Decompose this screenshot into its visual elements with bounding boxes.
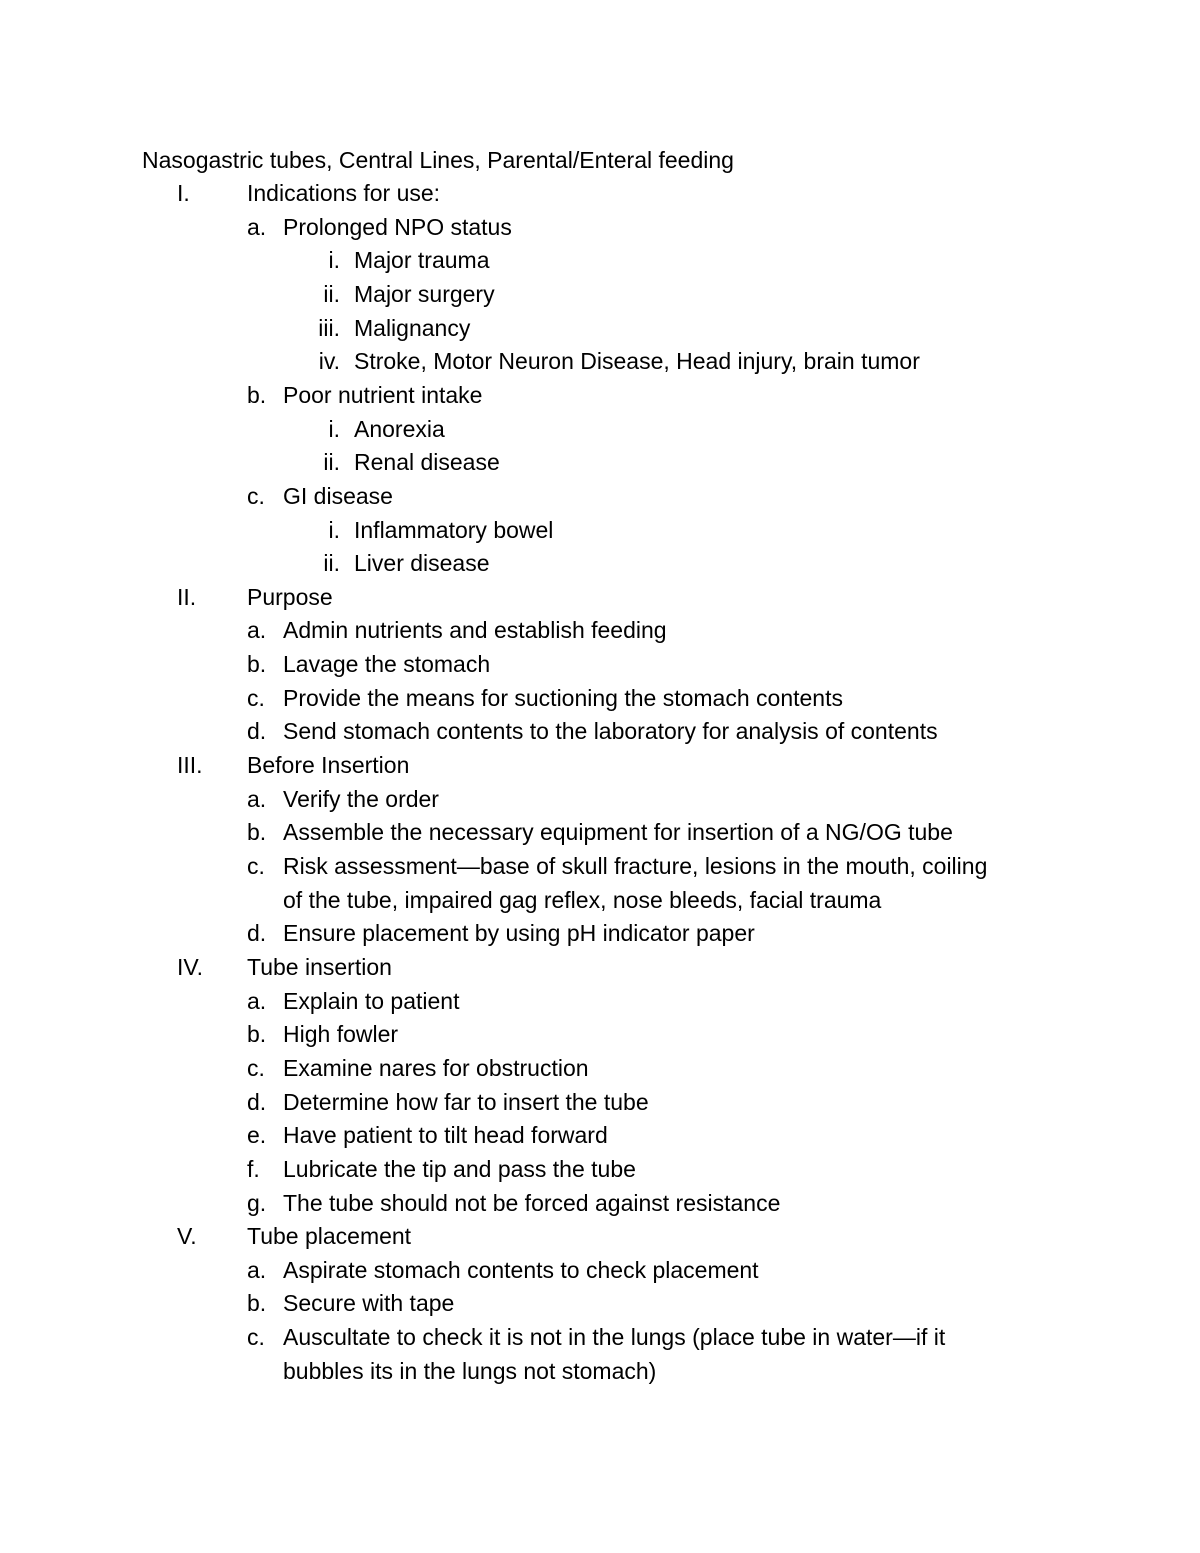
- item-text: Aspirate stomach contents to check placement: [283, 1256, 759, 1283]
- outline-item-line: [0, 850, 1200, 884]
- item-text: Verify the order: [283, 785, 439, 812]
- item-marker: c.: [247, 684, 265, 711]
- item-marker: d.: [247, 1088, 267, 1115]
- outline-item-line: [0, 648, 1200, 682]
- outline-subitem-line: [0, 278, 1200, 312]
- item-marker: a.: [247, 213, 267, 240]
- item-text: High fowler: [283, 1021, 399, 1048]
- section-heading: Purpose: [247, 583, 333, 610]
- item-text: Ensure placement by using pH indicator paper: [283, 920, 755, 947]
- item-text: Determine how far to insert the tube: [283, 1088, 649, 1115]
- subitem-text: Major trauma: [354, 247, 490, 274]
- item-marker: g.: [247, 1189, 267, 1216]
- item-marker: a.: [247, 1256, 267, 1283]
- subitem-marker: i.: [328, 516, 340, 543]
- item-text-continuation: bubbles its in the lungs not stomach): [283, 1357, 657, 1384]
- item-marker: c.: [247, 853, 265, 879]
- item-marker: b.: [247, 1290, 267, 1317]
- subitem-text: Inflammatory bowel: [354, 516, 554, 543]
- subitem-marker: ii.: [323, 280, 340, 307]
- outline-item-line: [0, 211, 1200, 245]
- outline-subitem-line: [0, 514, 1200, 548]
- item-text: Prolonged NPO status: [283, 213, 512, 240]
- item-text: Lubricate the tip and pass the tube: [283, 1155, 636, 1182]
- outline-item-line: [0, 1187, 1200, 1221]
- section-heading-line: [0, 1220, 1200, 1254]
- item-marker: b.: [247, 651, 267, 678]
- outline-item-line: [0, 816, 1200, 850]
- subitem-marker: iv.: [318, 348, 340, 375]
- item-text: Risk assessment—base of skull fracture, lesions in the mouth, coiling: [283, 853, 988, 879]
- outline-item-line: [0, 715, 1200, 749]
- subitem-text: Liver disease: [354, 550, 490, 577]
- outline-item-line: [0, 1119, 1200, 1153]
- item-marker: d.: [247, 920, 267, 947]
- item-text: Lavage the stomach: [283, 651, 491, 678]
- item-marker: a.: [247, 785, 267, 812]
- outline-item-line: [0, 783, 1200, 817]
- subitem-marker: i.: [328, 247, 340, 274]
- item-marker: f.: [247, 1155, 260, 1182]
- outline-item-line: [0, 1052, 1200, 1086]
- item-text: Examine nares for obstruction: [283, 1054, 589, 1081]
- outline-item-line: [0, 682, 1200, 716]
- item-text-continuation: of the tube, impaired gag reflex, nose bleeds, facial trauma: [283, 886, 882, 913]
- item-text: Assemble the necessary equipment for insertion of a NG/OG tube: [283, 819, 953, 846]
- section-heading-line: [0, 951, 1200, 985]
- item-marker: c.: [247, 1324, 265, 1351]
- outline-subitem-line: [0, 345, 1200, 379]
- subitem-marker: ii.: [323, 550, 340, 577]
- section-heading-line: [0, 581, 1200, 615]
- subitem-text: Major surgery: [354, 280, 495, 307]
- item-marker: e.: [247, 1122, 267, 1149]
- item-marker: a.: [247, 987, 267, 1014]
- subitem-marker: ii.: [323, 449, 340, 476]
- section-heading: Tube placement: [247, 1223, 412, 1250]
- item-marker: d.: [247, 718, 267, 745]
- section-heading: Before Insertion: [247, 752, 410, 779]
- outline-item-line: [0, 1086, 1200, 1120]
- section-heading: Tube insertion: [247, 953, 392, 980]
- section-numeral: II.: [177, 583, 197, 610]
- item-marker: c.: [247, 482, 265, 509]
- subitem-text: Malignancy: [354, 314, 471, 341]
- outline-item-line: [0, 1321, 1200, 1355]
- section-numeral: III.: [177, 752, 203, 779]
- subitem-text: Renal disease: [354, 449, 500, 476]
- item-text: Have patient to tilt head forward: [283, 1122, 608, 1149]
- outline-item-line: [0, 1018, 1200, 1052]
- outline-subitem-line: [0, 413, 1200, 447]
- section-heading: Indications for use:: [247, 180, 441, 206]
- outline-subitem-line: [0, 244, 1200, 278]
- outline-item-line: [0, 614, 1200, 648]
- section-numeral: V.: [177, 1223, 197, 1250]
- item-text: Provide the means for suctioning the stomach contents: [283, 684, 843, 711]
- outline-item-line: [0, 917, 1200, 951]
- outline-item-line: [0, 480, 1200, 514]
- item-marker: b.: [247, 819, 267, 846]
- outline-item-line: [0, 379, 1200, 413]
- subitem-marker: iii.: [318, 314, 340, 341]
- item-marker: a.: [247, 617, 267, 644]
- item-text: The tube should not be forced against resistance: [283, 1189, 781, 1216]
- document-title: Nasogastric tubes, Central Lines, Parental/Enteral feeding: [142, 147, 734, 173]
- item-text: Poor nutrient intake: [283, 381, 483, 408]
- outline-subitem-line: [0, 547, 1200, 581]
- item-text: Send stomach contents to the laboratory for analysis of contents: [283, 718, 938, 745]
- item-marker: c.: [247, 1054, 265, 1081]
- item-text: Admin nutrients and establish feeding: [283, 617, 667, 644]
- outline-item-line: [0, 1153, 1200, 1187]
- outline-subitem-line: [0, 312, 1200, 346]
- subitem-text: Stroke, Motor Neuron Disease, Head injury, brain tumor: [354, 348, 920, 375]
- section-numeral: IV.: [177, 953, 204, 980]
- subitem-marker: i.: [328, 415, 340, 442]
- section-heading-line: [0, 177, 1200, 211]
- item-text: Auscultate to check it is not in the lungs (place tube in water—if it: [283, 1324, 946, 1351]
- outline-item-line: [0, 1287, 1200, 1321]
- outline-item-line: [0, 985, 1200, 1019]
- item-marker: b.: [247, 381, 267, 408]
- item-text: Explain to patient: [283, 987, 460, 1014]
- section-heading-line: [0, 749, 1200, 783]
- outline-subitem-line: [0, 446, 1200, 480]
- outline-item-continuation-line: [0, 884, 1200, 918]
- section-numeral: I.: [177, 180, 190, 206]
- outline-item-line: [0, 1254, 1200, 1288]
- item-text: GI disease: [283, 482, 393, 509]
- item-marker: b.: [247, 1021, 267, 1048]
- subitem-text: Anorexia: [354, 415, 445, 442]
- item-text: Secure with tape: [283, 1290, 455, 1317]
- outline-item-continuation-line: [0, 1355, 1200, 1389]
